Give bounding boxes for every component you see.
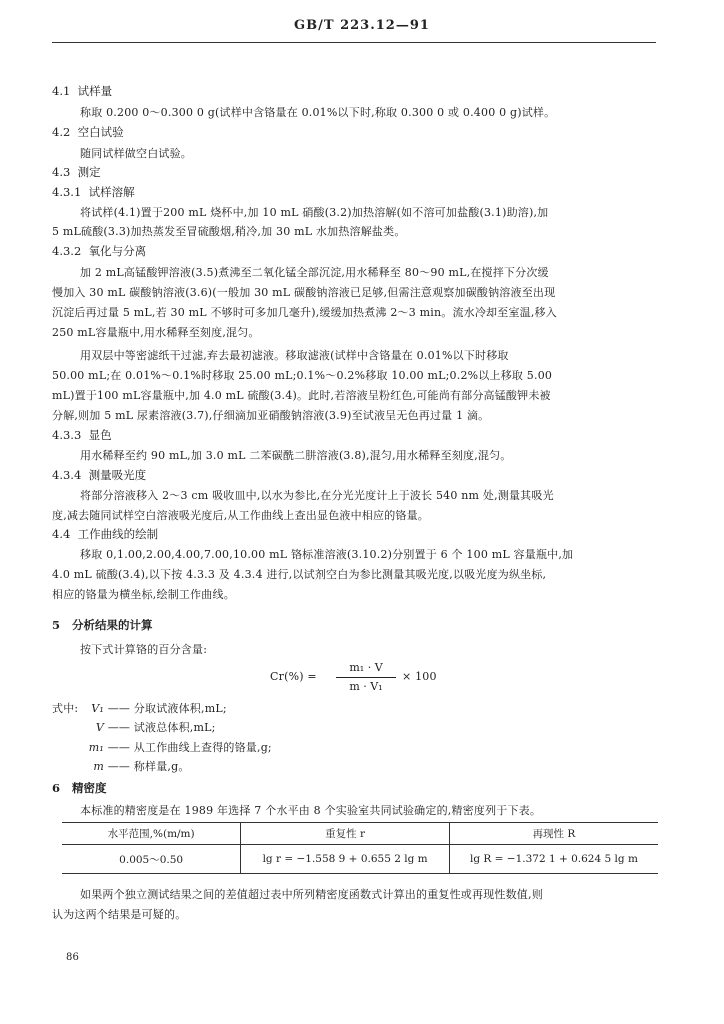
section-4-2-heading [52,124,124,140]
precision-table [62,822,658,874]
where-item [86,758,190,774]
section-4-3-heading [52,164,101,180]
section-4-3-4-heading [52,467,146,483]
paragraph-line: 度,减去随同试样空白溶液吸光度后,从工作曲线上查出显色液中相应的铬量。 [52,509,429,522]
section-number: 6 [52,781,61,795]
paragraph-line: 5 mL硫酸(3.3)加热蒸发至冒硫酸烟,稍冷,加 30 mL 水加热溶解盐类。 [52,225,406,238]
where-item [86,719,216,735]
column-header: 重复性 r [241,823,450,845]
where-item [86,739,272,755]
paragraph-line: 加 2 mL高锰酸钾溶液(3.5)煮沸至二氧化锰全部沉淀,用水稀释至 80～90 mL,在搅拌下分次缓 [80,266,549,279]
section-title: 试样溶解 [88,185,135,199]
paragraph-line: 移取 0,1.00,2.00,4.00,7.00,10.00 mL 铬标准溶液(3.10.2)分别置于 6 个 100 mL 容量瓶中,加 [80,548,574,561]
section-title: 精密度 [72,781,107,795]
paragraph: 本标准的精密度是在 1989 年选择 7 个水平由 8 个实验室共同试验确定的,精密度列于下表。 [80,804,542,817]
paragraph-line: 如果两个独立测试结果之间的差值超过表中所列精密度函数式计算出的重复性或再现性数值,则 [80,888,543,901]
formula-denominator: m · V₁ [349,680,383,693]
page-number: 86 [66,952,80,963]
fraction-bar [336,677,396,678]
paragraph-line: 慢加入 30 mL 碳酸钠溶液(3.6)(一般加 30 mL 碳酸钠溶液已足够,但需注意观察加碳酸钠溶液至出现 [52,286,556,299]
paragraph-line: 将试样(4.1)置于200 mL 烧杯中,加 10 mL 硝酸(3.2)加热溶解(如不溶可加盐酸(3.1)助溶),加 [80,206,549,219]
where-description: —— 称样量,g。 [107,760,190,773]
table-cell: lg R = −1.372 1 + 0.624 5 lg m [449,845,658,874]
paragraph-line: 将部分溶液移入 2～3 cm 吸收皿中,以水为参比,在分光光度计上于波长 540 nm 处,测量其吸光 [80,489,554,502]
table-cell: lg r = −1.558 9 + 0.655 2 lg m [241,845,450,874]
section-title: 试样量 [77,84,113,98]
formula-lhs: Cr(%) = [270,670,317,683]
section-number: 4.3.4 [52,468,82,482]
section-number: 4.3.2 [52,244,82,258]
section-5-heading [52,617,153,633]
paragraph-line: 认为这两个结果是可疑的。 [52,908,187,921]
section-title: 显色 [88,428,112,442]
page-header: GB/T 223.12—91 [294,18,430,33]
paragraph: 称取 0.200 0～0.300 0 g(试样中含铬量在 0.01%以下时,称取 0.300 0 或 0.400 0 g)试样。 [80,106,556,119]
section-4-3-2-heading [52,243,146,259]
section-title: 空白试验 [77,125,124,139]
paragraph-line: mL)置于100 mL容量瓶中,加 4.0 mL 硫酸(3.4)。此时,若溶液呈粉红色,可能尚有部分高锰酸钾未被 [52,389,551,402]
section-4-4-heading [52,526,158,542]
where-symbol: m [93,760,104,773]
column-header: 水平范围,%(m/m) [62,823,241,845]
formula-rhs: × 100 [402,670,437,683]
paragraph-line: 用双层中等密滤纸干过滤,弃去最初滤液。移取滤液(试样中含铬量在 0.01%以下时移取 [80,349,509,362]
paragraph: 按下式计算铬的百分含量: [80,643,208,656]
paragraph-line: 250 mL容量瓶中,用水稀释至刻度,混匀。 [52,326,260,339]
paragraph-line: 沉淀后再过量 5 mL,若 30 mL 不够时可多加几毫升),缓缓加热煮沸 2～3 min。流水冷却至室温,移入 [52,306,557,319]
section-number: 5 [52,618,61,632]
section-number: 4.3 [52,165,71,179]
section-number: 4.2 [52,125,71,139]
where-symbol: V₁ [91,702,104,715]
paragraph-line: 50.00 mL;在 0.01%～0.1%时移取 25.00 mL;0.1%～0.2%移取 10.00 mL;0.2%以上移取 5.00 [52,369,553,382]
section-number: 4.1 [52,84,71,98]
section-title: 工作曲线的绘制 [77,527,159,541]
formula-numerator: m₁ · V [349,661,383,674]
paragraph-line: 分解,则加 5 mL 尿素溶液(3.7),仔细滴加亚硝酸钠溶液(3.9)至试液呈无色再过量 1 滴。 [52,409,490,422]
section-title: 氧化与分离 [88,244,147,258]
column-header: 再现性 R [449,823,658,845]
where-description: —— 从工作曲线上查得的铬量,g; [107,741,272,754]
paragraph-line: 4.0 mL 硫酸(3.4),以下按 4.3.3 及 4.3.4 进行,以试剂空白为参比测量其吸光度,以吸光度为纵坐标, [52,568,547,581]
where-item [86,700,227,716]
header-rule [52,42,656,43]
section-title: 测量吸光度 [88,468,147,482]
where-symbol: m₁ [88,741,104,754]
section-title: 测定 [77,165,101,179]
section-4-3-3-heading [52,427,112,443]
where-description: —— 分取试液体积,mL; [107,702,227,715]
paragraph: 用水稀释至约 90 mL,加 3.0 mL 二苯碳酰二肼溶液(3.8),混匀,用水稀释至刻度,混匀。 [80,449,512,462]
section-title: 分析结果的计算 [72,618,153,632]
where-description: —— 试液总体积,mL; [107,721,216,734]
where-symbol: V [95,721,104,734]
section-number: 4.3.3 [52,428,82,442]
section-4-3-1-heading [52,184,135,200]
paragraph-line: 相应的铬量为横坐标,绘制工作曲线。 [52,588,235,601]
section-number: 4.4 [52,527,71,541]
paragraph: 随同试样做空白试验。 [80,147,192,160]
where-lead: 式中: [52,702,79,715]
section-6-heading [52,780,107,796]
table-header-row [62,823,658,845]
section-4-1-heading [52,83,112,99]
table-cell: 0.005～0.50 [62,845,241,874]
table-row [62,845,658,874]
section-number: 4.3.1 [52,185,82,199]
